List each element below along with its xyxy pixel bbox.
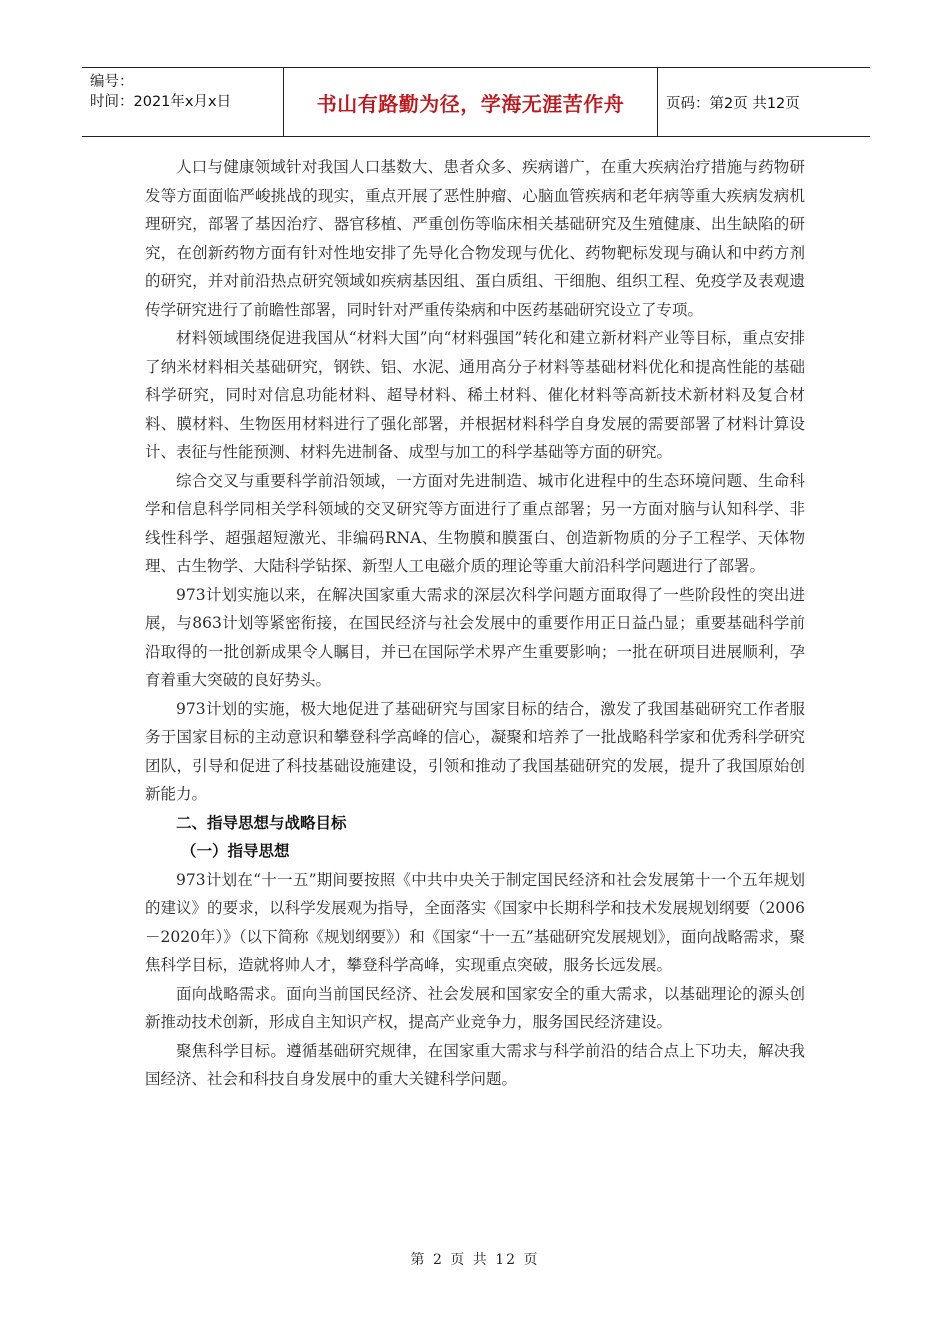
header-motto: 书山有路勤为径，学海无涯苦作舟: [284, 68, 658, 136]
document-time-label: 时间：2021年x月x日: [90, 94, 232, 110]
header-meta-cell: [82, 68, 284, 136]
body-paragraph: 聚焦科学目标。遵循基础研究规律，在国家重大需求与科学前沿的结合点上下功夫，解决我国经济、社会和科技自身发展中的重大关键科学问题。: [145, 1041, 805, 1088]
body-paragraph: 人口与健康领域针对我国人口基数大、患者众多、疾病谱广，在重大疾病治疗措施与药物研发等方面面临严峻挑战的现实，重点开展了恶性肿瘤、心脑血管疾病和老年病等重大疾病发病机理研究，部署了基因治疗、器官移植、严重创伤等临床相关基础研究及生殖健康、出生缺陷的研究，在创新药物方面有针对性地安排了先导化合物发现与优化、药物靶标发现与确认和中药方剂的研究，并对前沿热点研究领域如疾病基因组、蛋白质组、干细胞、组织工程、免疫学及表观遗传学研究进行了前瞻性部署，同时针对严重传染病和中医药基础研究设立了专项。: [145, 158, 805, 319]
body-paragraph: 973计划在“十一五”期间要按照《中共中央关于制定国民经济和社会发展第十一个五年规划的建议》的要求，以科学发展观为指导，全面落实《国家中长期科学和技术发展规划纲要（2006－2020年）》（以下简称《规划纲要》）和《国家“十一五”基础研究发展规划》，面向战略需求，聚焦科学目标，造就将帅人才，攀登科学高峰，实现重点突破，服务长远发展。: [145, 870, 805, 974]
body-paragraph: 材料领域围绕促进我国从“材料大国”向“材料强国”转化和建立新材料产业等目标，重点安排了纳米材料相关基础研究，钢铁、铝、水泥、通用高分子材料等基础材料优化和提高性能的基础科学研究，同时对信息功能材料、超导材料、稀土材料、催化材料等高新技术新材料及复合材料、膜材料、生物医用材料进行了强化部署，并根据材料科学自身发展的需要部署了材料计算设计、表征与性能预测、材料先进制备、成型与加工的科学基础等方面的研究。: [145, 329, 805, 461]
document-header: [82, 67, 870, 137]
document-number-label: 编号：: [90, 74, 134, 90]
header-page-info: 页码：第2页 共12页: [666, 95, 800, 112]
body-paragraph: 面向战略需求。面向当前国民经济、社会发展和国家安全的重大需求，以基础理论的源头创新推动技术创新，形成自主知识产权，提高产业竞争力，服务国民经济建设。: [145, 984, 805, 1031]
document-body: [145, 153, 805, 1094]
section-heading: 二、指导思想与战略目标: [176, 813, 347, 832]
subsection-heading: （一）指导思想: [181, 842, 290, 860]
body-paragraph: 综合交叉与重要科学前沿领域，一方面对先进制造、城市化进程中的生态环境问题、生命科学和信息科学同相关学科领域的交叉研究等方面进行了重点部署；另一方面对脑与认知科学、非线性科学、超强超短激光、非编码RNA、生物膜和膜蛋白、创造新物质的分子工程学、天体物理、古生物学、大陆科学钻探、新型人工电磁介质的理论等重大前沿科学问题进行了部署。: [145, 471, 805, 575]
body-paragraph: 973计划实施以来，在解决国家重大需求的深层次科学问题方面取得了一些阶段性的突出进展，与863计划等紧密衔接，在国民经济与社会发展中的重要作用正日益凸显；重要基础科学前沿取得的一批创新成果令人瞩目，并已在国际学术界产生重要影响；一批在研项目进展顺利，孕育着重大突破的良好势头。: [145, 585, 805, 689]
body-paragraph: 973计划的实施，极大地促进了基础研究与国家目标的结合，激发了我国基础研究工作者服务于国家目标的主动意识和攀登科学高峰的信心，凝聚和培养了一批战略科学家和优秀科学研究团队，引导和促进了科技基础设施建设，引领和推动了我国基础研究的发展，提升了我国原始创新能力。: [145, 699, 805, 803]
page-footer: 第 2 页 共 12 页: [410, 1252, 540, 1268]
